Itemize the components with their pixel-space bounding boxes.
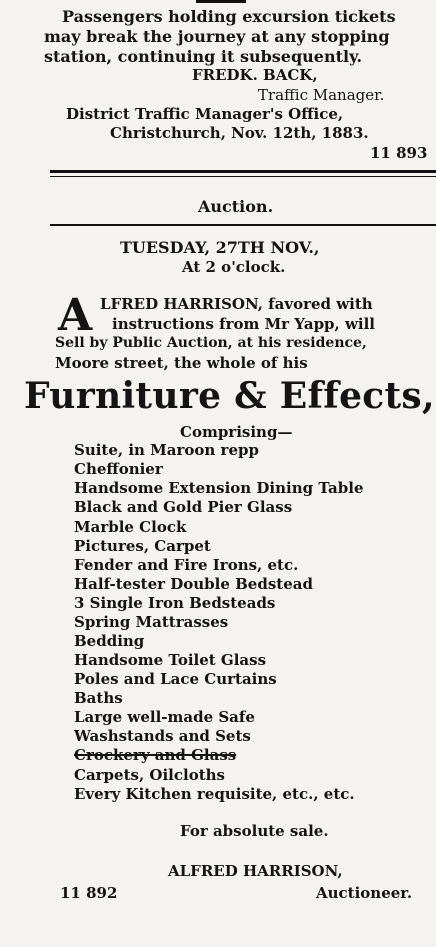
terms-line: For absolute sale. <box>180 822 329 840</box>
auctioneer-title: Auctioneer. <box>316 884 413 902</box>
auction-section-title: Auction. <box>198 197 274 216</box>
notice-place-date: Christchurch, Nov. 12th, 1883. <box>110 124 369 142</box>
auction-date: TUESDAY, 27TH NOV., <box>120 238 320 257</box>
notice-ref-number: 11 893 <box>370 144 428 162</box>
item-10: Spring Mattrasses <box>74 613 229 631</box>
notice-signer: FREDK. BACK, <box>192 66 318 84</box>
section-divider-thin <box>50 176 436 177</box>
item-11: Bedding <box>74 632 145 650</box>
item-5: Marble Clock <box>74 518 187 536</box>
item-17: Crockery and Glass <box>74 746 237 764</box>
notice-line-2: may break the journey at any stopping <box>44 27 390 46</box>
notice-signer-title: Traffic Manager. <box>258 86 385 104</box>
comprising-label: Comprising— <box>180 423 293 441</box>
item-18: Carpets, Oilcloths <box>74 766 225 784</box>
auction-ref-number: 11 892 <box>60 884 118 902</box>
section-divider-thick <box>50 170 436 173</box>
item-14: Baths <box>74 689 123 707</box>
item-19: Every Kitchen requisite, etc., etc. <box>74 785 355 803</box>
notice-line-3: station, continuing it subsequently. <box>44 47 363 66</box>
notice-office: District Traffic Manager's Office, <box>66 105 344 123</box>
intro-line-4: Moore street, the whole of his <box>55 354 308 372</box>
intro-line-3: Sell by Public Auction, at his residence, <box>55 335 367 351</box>
top-fragment-rule <box>196 0 246 3</box>
item-2: Cheffonier <box>74 460 163 478</box>
auction-time: At 2 o'clock. <box>182 258 286 276</box>
auctioneer-name: ALFRED HARRISON, <box>168 862 343 880</box>
item-12: Handsome Toilet Glass <box>74 651 267 669</box>
item-7: Fender and Fire Irons, etc. <box>74 556 299 574</box>
item-4: Black and Gold Pier Glass <box>74 498 293 516</box>
item-1: Suite, in Maroon repp <box>74 441 259 459</box>
item-8: Half-tester Double Bedstead <box>74 575 313 593</box>
intro-line-2: instructions from Mr Yapp, will <box>112 315 375 333</box>
item-16: Washstands and Sets <box>74 727 251 745</box>
item-13: Poles and Lace Curtains <box>74 670 277 688</box>
headline-furniture: Furniture & Effects, <box>24 375 435 417</box>
notice-line-1: Passengers holding excursion tickets <box>62 7 396 26</box>
item-3: Handsome Extension Dining Table <box>74 479 364 497</box>
item-9: 3 Single Iron Bedsteads <box>74 594 276 612</box>
item-15: Large well-made Safe <box>74 708 255 726</box>
intro-line-1: LFRED HARRISON, favored with <box>100 295 373 313</box>
auction-title-underline <box>50 224 436 226</box>
dropcap-letter: A <box>58 290 93 341</box>
item-6: Pictures, Carpet <box>74 537 211 555</box>
